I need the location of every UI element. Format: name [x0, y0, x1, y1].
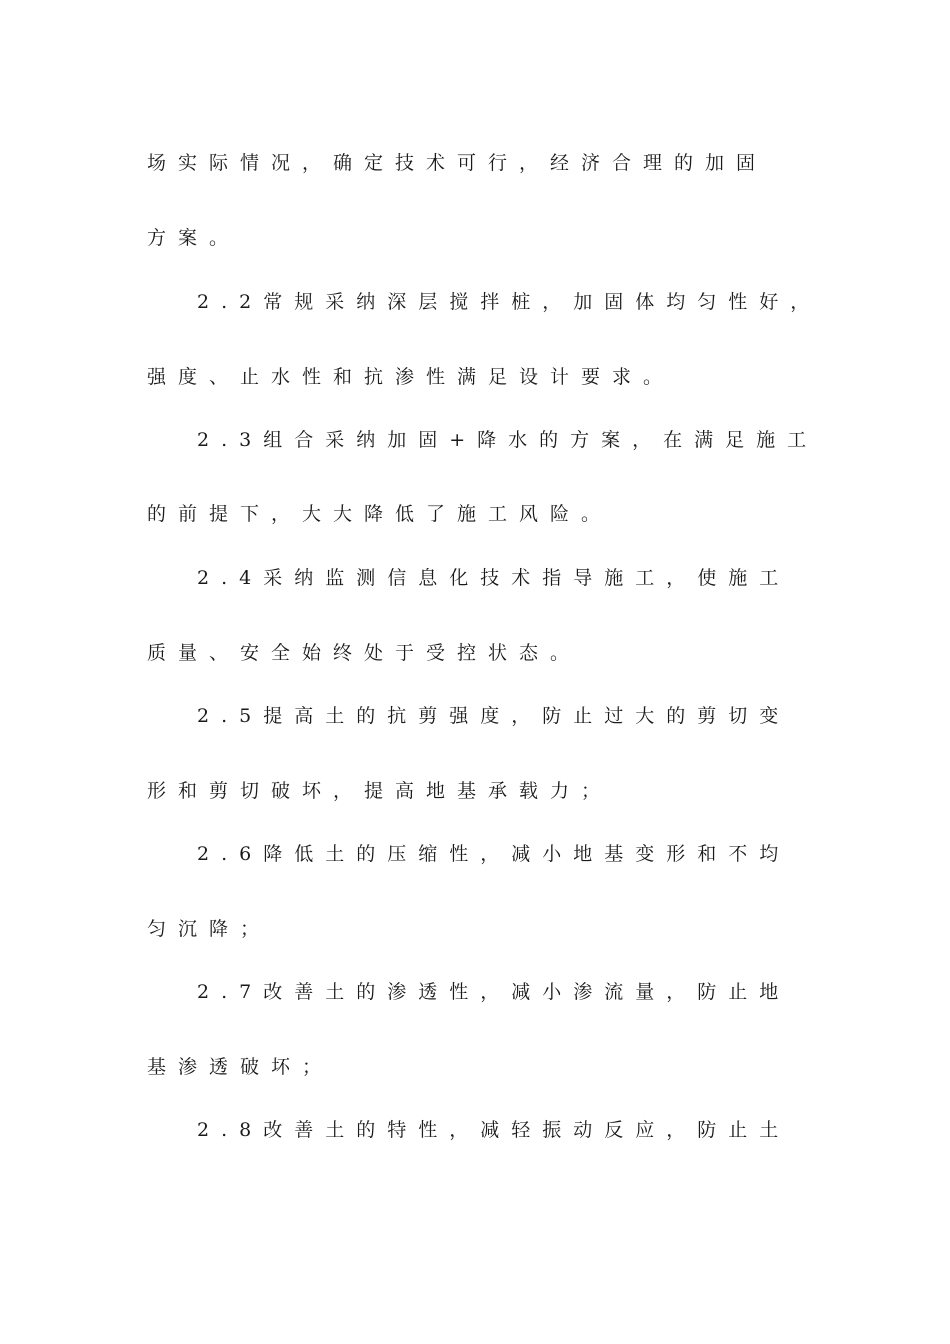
- paragraph-start-line: 2.7改善土的渗透性，减小渗流量，防止地: [197, 981, 791, 1003]
- text-line: 场实际情况，确定技术可行，经济合理的加固: [147, 152, 768, 174]
- paragraph-start-line: 2.5提高土的抗剪强度，防止过大的剪切变: [197, 705, 791, 727]
- text-line: 匀沉降；: [147, 918, 272, 940]
- text-line: 的前提下，大大降低了施工风险。: [147, 503, 613, 525]
- paragraph-start-line: 2.2常规采纳深层搅拌桩，加固体均匀性好，: [197, 291, 822, 313]
- text-line: 方案。: [147, 227, 241, 249]
- paragraph-start-line: 2.4采纳监测信息化技术指导施工，使施工: [197, 567, 791, 589]
- paragraph-start-line: 2.6降低土的压缩性，减小地基变形和不均: [197, 843, 791, 865]
- paragraph-start-line: 2.8改善土的特性，减轻振动反应，防止土: [197, 1119, 791, 1141]
- paragraph-start-line: 2.3组合采纳加固+降水的方案，在满足施工: [197, 429, 819, 451]
- text-line: 基渗透破坏；: [147, 1056, 334, 1078]
- text-line: 质量、安全始终处于受控状态。: [147, 642, 582, 664]
- text-line: 形和剪切破坏，提高地基承载力；: [147, 780, 613, 802]
- text-line: 强度、止水性和抗渗性满足设计要求。: [147, 366, 675, 388]
